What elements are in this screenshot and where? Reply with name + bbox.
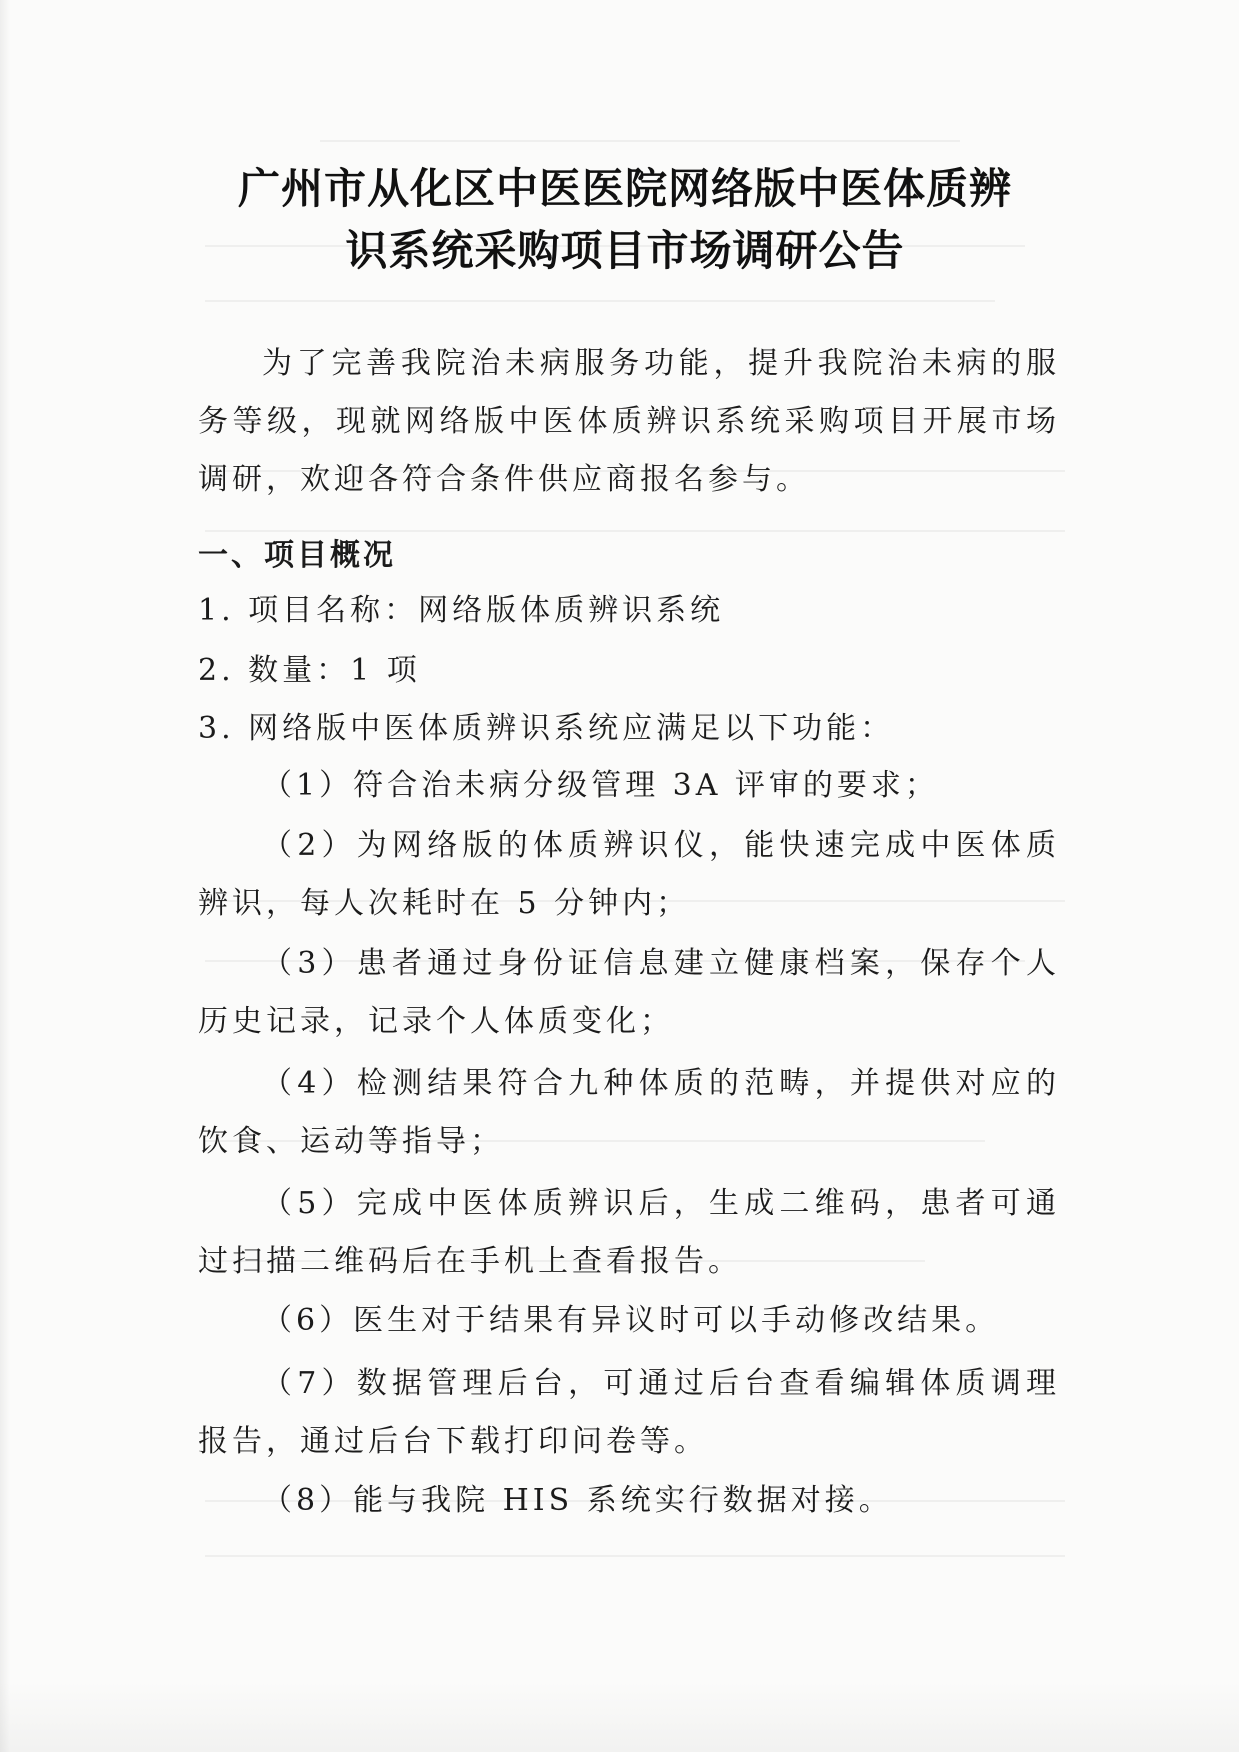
- requirement-3: （3）患者通过身份证信息建立健康档案，保存个人历史记录，记录个人体质变化；: [198, 946, 1060, 1039]
- section-heading-overview: 一、项目概况: [198, 538, 396, 573]
- item-functions-intro: 3. 网络版中医体质辨识系统应满足以下功能：: [198, 711, 895, 746]
- item-project-name: 1. 项目名称：网络版体质辨识系统: [198, 593, 725, 628]
- requirement-6: （6）医生对于结果有异议时可以手动修改结果。: [262, 1303, 1000, 1338]
- bleed-through-line: [205, 300, 995, 302]
- scan-edge-shadow: [0, 0, 10, 1752]
- requirement-1: （1）符合治未病分级管理 3A 评审的要求；: [262, 768, 939, 803]
- title-line-1: 广州市从化区中医医院网络版中医体质辨: [237, 164, 1012, 213]
- requirement-2: （2）为网络版的体质辨识仪，能快速完成中医体质辨识，每人次耗时在 5 分钟内；: [198, 828, 1060, 921]
- bleed-through-line: [320, 140, 960, 142]
- item-quantity: 2. 数量：1 项: [198, 653, 421, 688]
- requirement-7: （7）数据管理后台，可通过后台查看编辑体质调理报告，通过后台下载打印问卷等。: [198, 1366, 1060, 1459]
- intro-paragraph: 为了完善我院治未病服务功能，提升我院治未病的服务等级，现就网络版中医体质辨识系统采购项目开展市场调研，欢迎各符合条件供应商报名参与。: [198, 346, 1060, 497]
- requirement-4: （4）检测结果符合九种体质的范畴，并提供对应的饮食、运动等指导；: [198, 1066, 1060, 1159]
- requirement-8: （8）能与我院 HIS 系统实行数据对接。: [262, 1483, 893, 1518]
- requirement-5: （5）完成中医体质辨识后，生成二维码，患者可通过扫描二维码后在手机上查看报告。: [198, 1186, 1060, 1279]
- title-line-2: 识系统采购项目市场调研公告: [345, 226, 905, 275]
- document-title: [195, 158, 1055, 282]
- bleed-through-line: [205, 1555, 1065, 1557]
- scan-bottom-shadow: [0, 1682, 1239, 1752]
